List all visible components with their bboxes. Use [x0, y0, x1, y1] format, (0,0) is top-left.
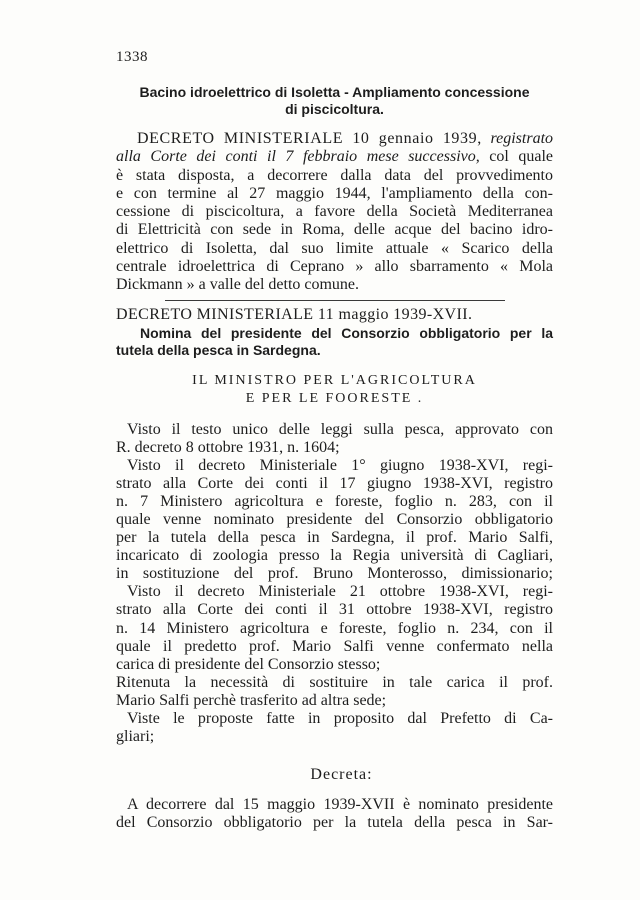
text-line: Ritenuta la necessità di sostituire in tale carica il prof. [116, 673, 553, 691]
registration-text: registrato [490, 130, 554, 147]
text-line: n. 7 Ministero agricoltura e foreste, foglio n. 283, con il [116, 493, 553, 511]
text-line: Visto il decreto Ministeriale 21 ottobre 1938-XVI, regi- [127, 583, 553, 601]
text-line: R. decreto 8 ottobre 1931, n. 1604; [116, 439, 340, 457]
recital-paragraph [116, 421, 553, 457]
text-line: in sostituzione del prof. Bruno Monterosso, dimissionario; [116, 565, 553, 583]
text-line: strato alla Corte dei conti il 31 ottobre 1938-XVI, registro [116, 601, 553, 619]
issuer-title [116, 372, 553, 408]
text-line: è stata disposta, a decorrere dalla data del provvedimento [116, 166, 553, 184]
text-line: Dickmann » a valle del detto comune. [116, 276, 360, 293]
text-line: A decorrere dal 15 maggio 1939-XVII è nominato presidente [127, 796, 553, 813]
notice-isoletta-body [116, 130, 553, 294]
issuer-line: IL MINISTRO PER L'AGRICOLTURA [192, 373, 477, 388]
text-line: gliari; [116, 727, 155, 745]
text-line: quale il predetto prof. Mario Salfi venne confermato nella [116, 637, 553, 655]
decree-article [116, 796, 553, 832]
subject-line: Nomina del presidente del Consorzio obbligatorio per la [140, 325, 553, 341]
decree-heading: DECRETO MINISTERIALE 11 maggio 1939-XVII. [116, 306, 473, 323]
text-line: Viste le proposte fatte in proposito dal Prefetto di Ca- [127, 709, 553, 727]
text-line: n. 14 Ministero agricoltura e foreste, foglio n. 234, con il [116, 619, 553, 637]
notice-isoletta-title [116, 84, 553, 118]
text-line: cessione di piscicoltura, a favore della Società Mediterranea [116, 203, 553, 220]
text-line: del Consorzio obbligatorio per la tutela della pesca in Sar- [116, 814, 553, 832]
text-line: Visto il testo unico delle leggi sulla pesca, approvato con [127, 421, 553, 438]
text-line: strato alla Corte dei conti il 17 giugno 1938-XVI, registro [116, 475, 553, 493]
section-divider [165, 300, 505, 301]
text-line: Visto il decreto Ministeriale 1° giugno 1938-XVI, regi- [127, 457, 553, 475]
recital-paragraph [116, 457, 553, 583]
decree-reference: DECRETO MINISTERIALE 10 gennaio 1939, [137, 130, 482, 147]
recital-paragraph [116, 710, 553, 746]
page-number: 1338 [116, 49, 148, 65]
text-line: e con termine al 27 maggio 1944, l'ampliamento della con- [116, 184, 553, 202]
text-line: centrale idroelettrica di Ceprano » allo sbarramento « Mola [116, 257, 553, 275]
recitals [116, 421, 553, 746]
title-line: di piscicoltura. [285, 101, 384, 117]
text-line [116, 148, 553, 166]
title-line: Bacino idroelettrico di Isoletta - Ampliamento concessione [139, 84, 530, 100]
decree-subject [116, 325, 553, 358]
text-line: Mario Salfi perchè trasferito ad altra sede; [116, 691, 387, 709]
recital-paragraph [116, 583, 553, 673]
text-line: per la tutela della pesca in Sardegna, il prof. Mario Salfi, [116, 529, 553, 547]
recital-paragraph [116, 674, 553, 710]
registration-text: alla Corte dei conti il 7 febbraio mese successivo, [116, 148, 480, 166]
issuer-line: E PER LE FOORESTE . [245, 391, 424, 406]
decreta-heading: Decreta: [310, 766, 373, 783]
text-line: quale venne nominato presidente del Consorzio obbligatorio [116, 511, 553, 529]
text-line: carica di presidente del Consorzio stesso; [116, 655, 381, 673]
text-line: di Elettricità con sede in Roma, delle acque del bacino idro- [116, 221, 553, 239]
text-line: incaricato di zoologia presso la Regia università di Cagliari, [116, 547, 553, 565]
subject-line: tutela della pesca in Sardegna. [116, 341, 321, 358]
text-line [116, 130, 553, 148]
body-text: col quale [489, 148, 554, 166]
text-line: elettrico di Isoletta, dal suo limite attuale « Scarico della [116, 239, 553, 257]
